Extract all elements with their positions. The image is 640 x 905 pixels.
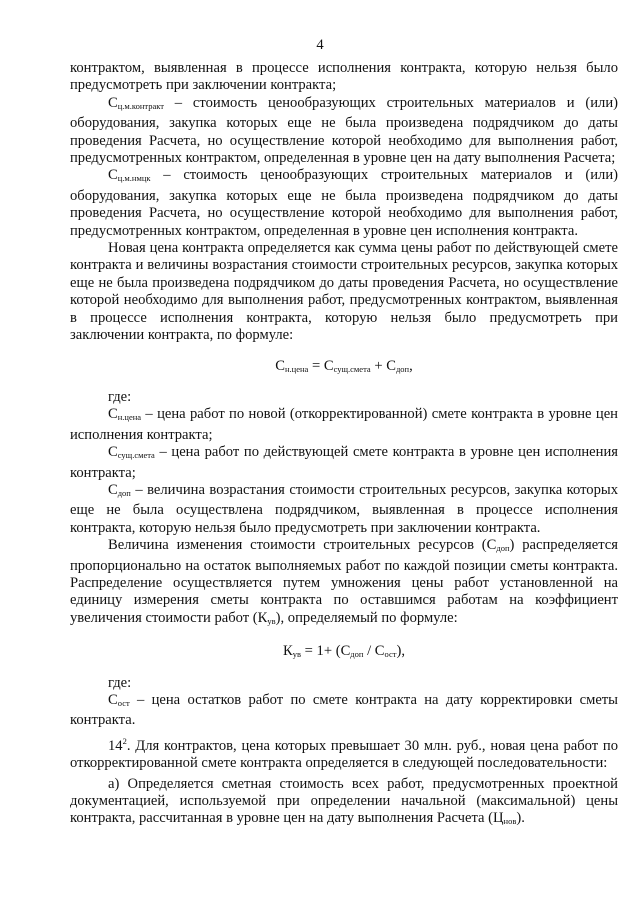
formula-operator: +: [370, 357, 387, 374]
list-item-a: [70, 776, 618, 831]
symbol: С: [108, 167, 118, 184]
formula-punctuation: ,: [409, 357, 413, 374]
symbol-subscript: сущ.смета: [117, 450, 155, 461]
paragraph-text: . Для контрактов, цена которых превышает 30 млн. руб., новая цена работ по откорректированной смете контракта определяется в следующей последовательности:: [70, 737, 618, 772]
formula-symbol: С: [275, 357, 285, 374]
formula-subscript: доп: [395, 363, 410, 374]
symbol-subscript: ц.м.нмцк: [117, 173, 151, 184]
formula-text: / С: [363, 643, 385, 660]
symbol-subscript: доп: [117, 487, 131, 498]
continuation-paragraph: контрактом, выявленная в процессе исполнения контракта, которую нельзя было предусмотреть при заключении контракта;: [70, 60, 618, 94]
symbol-subscript: ув: [267, 615, 276, 626]
symbol: С: [108, 481, 118, 498]
paragraph-text: ), определяемый по формуле:: [275, 609, 458, 626]
definition-text: – величина возрастания стоимости строительных ресурсов, закупка которых еще не была осуществлена подрядчиком, выявленная в процессе исполнения контракта, которую нельзя было предусмотреть при заключении контракта.: [70, 481, 618, 536]
symbol-subscript: ост: [117, 698, 130, 708]
formula-symbol: К: [283, 643, 293, 660]
formula-text: = 1+ (С: [301, 643, 351, 660]
definition-text: – цена работ по новой (откорректированной) смете контракта в уровне цен исполнения контракта;: [70, 406, 618, 443]
clause-number: 14: [108, 737, 123, 754]
symbol: С: [108, 444, 118, 461]
definition-additional: [70, 482, 618, 537]
definition-text: – стоимость ценообразующих строительных материалов и (или) оборудования, закупка которых еще не была произведена подрядчиком до даты проведения Расчета, но осуществление которой необходимо для выполнения работ, предусмотренных контрактом, определенная в уровне цен на дату выполнения Расчета;: [70, 94, 618, 167]
where-label: где:: [108, 388, 132, 405]
formula-subscript: н.цена: [284, 363, 309, 374]
formula-operator: =: [308, 357, 324, 374]
symbol-subscript: нов: [503, 816, 517, 827]
definition-new-price: [70, 406, 618, 444]
definition-remaining: [70, 692, 618, 730]
list-item-punctuation: ).: [516, 810, 525, 827]
formula-new-price: [70, 358, 618, 378]
where-label: где:: [108, 674, 132, 691]
symbol: С: [108, 406, 118, 423]
paragraph-text: Величина изменения стоимости строительных ресурсов (С: [108, 537, 497, 554]
list-item-text: а) Определяется сметная стоимость всех работ, предусмотренных проектной документацией, используемой при определении начальной (максимальной) цены контракта, рассчитанная в уровне цен на дату выполнения Расчета (Ц: [70, 775, 618, 827]
formula-subscript: ув: [292, 649, 301, 660]
definition-text: – стоимость ценообразующих строительных материалов и (или) оборудования, закупка которых еще не была произведена подрядчиком до даты проведения Расчета, но осуществление которой необходимо для выполнения работ, предусмотренных контрактом, определенная в уровне цен исполнения контракта.: [70, 167, 618, 239]
definition-text: – цена остатков работ по смете контракта на дату корректировки сметы контракта.: [70, 692, 618, 729]
definition-text: – цена работ по действующей смете контракта в уровне цен исполнения контракта;: [70, 444, 618, 481]
definition-contract-materials: [70, 95, 618, 168]
formula-punctuation: ),: [396, 643, 405, 660]
symbol-subscript: н.цена: [117, 412, 142, 423]
paragraph-new-price: Новая цена контракта определяется как сумма цены работ по действующей смете контракта и величины возрастания стоимости строительных ресурсов, закупка которых еще не была произведена подрядчиком до даты проведения Расчета, но осуществление которой необходимо для выполнения работ, предусмотренных контрактом, выявленная в процессе исполнения контракта, которую нельзя было предусмотреть при заключении контракта, по формуле:: [70, 240, 618, 344]
formula-subscript: сущ.смета: [333, 363, 371, 374]
page-number: 4: [316, 37, 324, 53]
paragraph-text: ) распределяется пропорционально на остаток выполняемых работ по каждой позиции сметы контракта. Распределение осуществляется путем умножения цены работ установленной на единицу измерения сметы контракта по оставшимся работам на коэффициент увеличения стоимости работ (К: [70, 537, 618, 626]
symbol-subscript: ц.м.контракт: [117, 100, 164, 111]
symbol-subscript: доп: [496, 543, 510, 554]
definition-current-estimate: [70, 444, 618, 482]
document-body: [70, 60, 618, 831]
clause-superscript: 2: [122, 735, 127, 746]
formula-subscript: ост: [384, 649, 397, 660]
formula-symbol: С: [323, 357, 334, 374]
symbol: С: [108, 692, 118, 708]
formula-symbol: С: [386, 357, 396, 374]
paragraph-distribution: [70, 537, 618, 630]
symbol: С: [108, 94, 118, 111]
formula-coefficient: [70, 643, 618, 663]
definition-nmck-materials: [70, 167, 618, 240]
paragraph-14-2: [70, 733, 618, 773]
formula-subscript: доп: [350, 649, 364, 660]
